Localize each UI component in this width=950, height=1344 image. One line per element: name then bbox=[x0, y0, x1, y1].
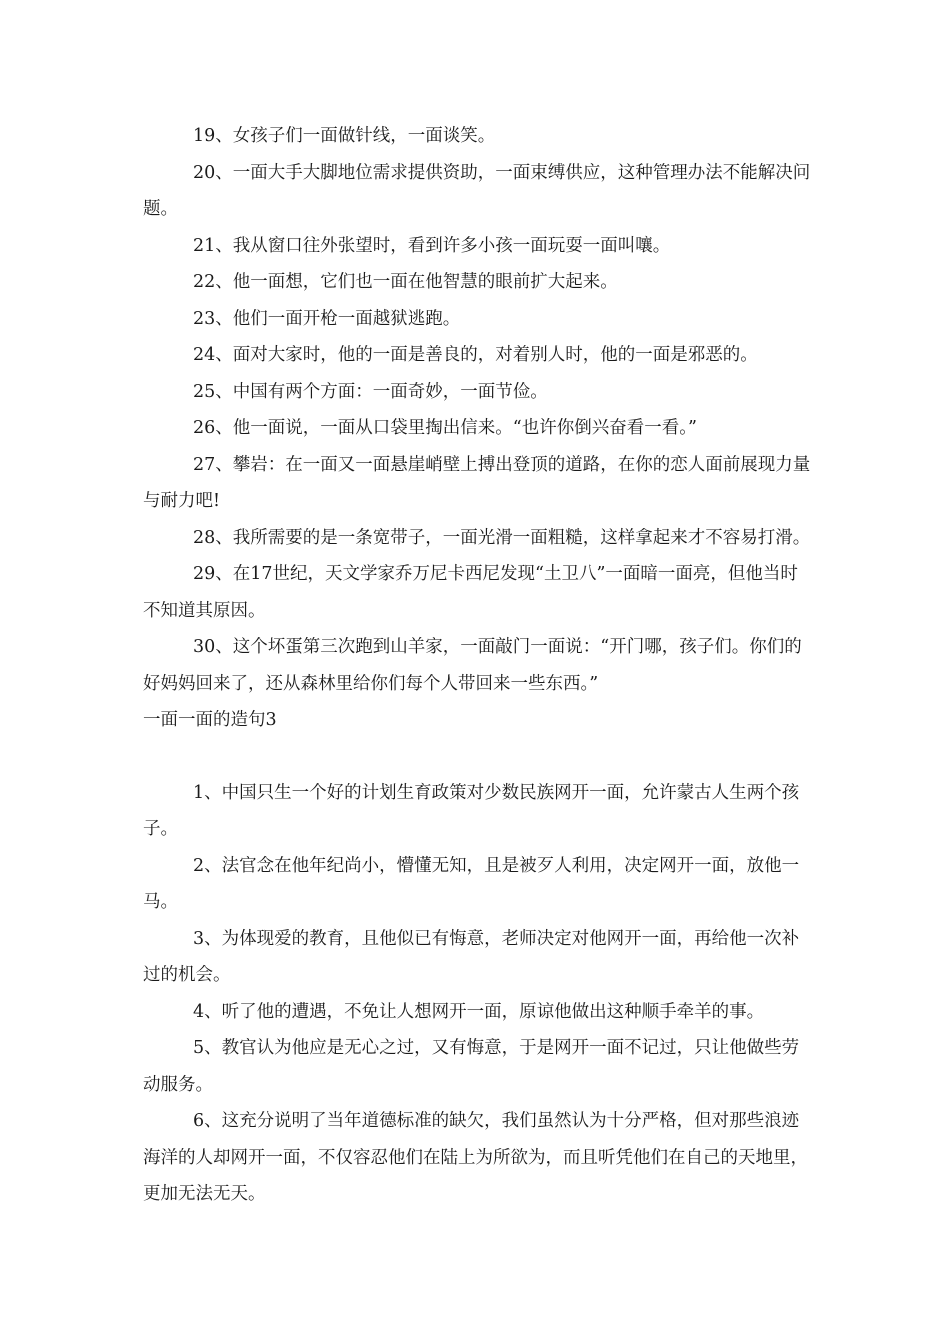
sentence-item: 6、这充分说明了当年道德标准的缺欠，我们虽然认为十分严格，但对那些浪迹海洋的人却网开一面，不仅容忍他们在陆上为所欲为，而且听凭他们在自己的天地里，更加无法无天。 bbox=[143, 1111, 808, 1204]
sentence-item: 27、攀岩：在一面又一面悬崖峭壁上搏出登顶的道路，在你的恋人面前展现力量与耐力吧! bbox=[143, 454, 811, 511]
sentence-item: 22、他一面想，它们也一面在他智慧的眼前扩大起来。 bbox=[193, 272, 618, 292]
sentence-item: 3、为体现爱的教育，且他似已有悔意，老师决定对他网开一面，再给他一次补过的机会。 bbox=[143, 928, 800, 985]
sentence-item: 26、他一面说，一面从口袋里掏出信来。“也许你倒兴奋看一看。” bbox=[193, 418, 697, 438]
sentence-item: 20、一面大手大脚地位需求提供资助，一面束缚供应，这种管理办法不能解决问题。 bbox=[143, 162, 811, 219]
sentence-item: 25、中国有两个方面：一面奇妙，一面节俭。 bbox=[193, 381, 548, 402]
sentence-item: 21、我从窗口往外张望时，看到许多小孩一面玩耍一面叫嚷。 bbox=[193, 235, 671, 256]
sentence-item: 30、这个坏蛋第三次跑到山羊家，一面敲门一面说：“开门哪，孩子们。你们的好妈妈回来了，还从森林里给你们每个人带回来一些东西。” bbox=[143, 637, 802, 694]
sentence-item: 24、面对大家时，他的一面是善良的，对着别人时，他的一面是邪恶的。 bbox=[193, 345, 758, 365]
sentence-item: 1、中国只生一个好的计划生育政策对少数民族网开一面，允许蒙古人生两个孩子。 bbox=[143, 782, 800, 839]
sentence-item: 5、教官认为他应是无心之过，又有悔意，于是网开一面不记过，只让他做些劳动服务。 bbox=[143, 1038, 800, 1095]
section-heading: 一面一面的造句3 bbox=[143, 710, 277, 730]
sentence-item: 4、听了他的遭遇，不免让人想网开一面，原谅他做出这种顺手牵羊的事。 bbox=[193, 1001, 765, 1022]
sentence-item: 28、我所需要的是一条宽带子，一面光滑一面粗糙，这样拿起来才不容易打滑。 bbox=[193, 527, 811, 548]
document-body bbox=[143, 118, 815, 1213]
section-spacer bbox=[143, 739, 815, 775]
sentence-item: 29、在17世纪，天文学家乔万尼卡西尼发现“土卫八”一面暗一面亮，但他当时不知道其原因。 bbox=[143, 564, 798, 621]
sentence-item: 19、女孩子们一面做针线，一面谈笑。 bbox=[193, 126, 496, 146]
sentence-item: 2、法官念在他年纪尚小，懵懂无知，且是被歹人利用，决定网开一面，放他一马。 bbox=[143, 855, 800, 912]
sentence-item: 23、他们一面开枪一面越狱逃跑。 bbox=[193, 308, 461, 329]
